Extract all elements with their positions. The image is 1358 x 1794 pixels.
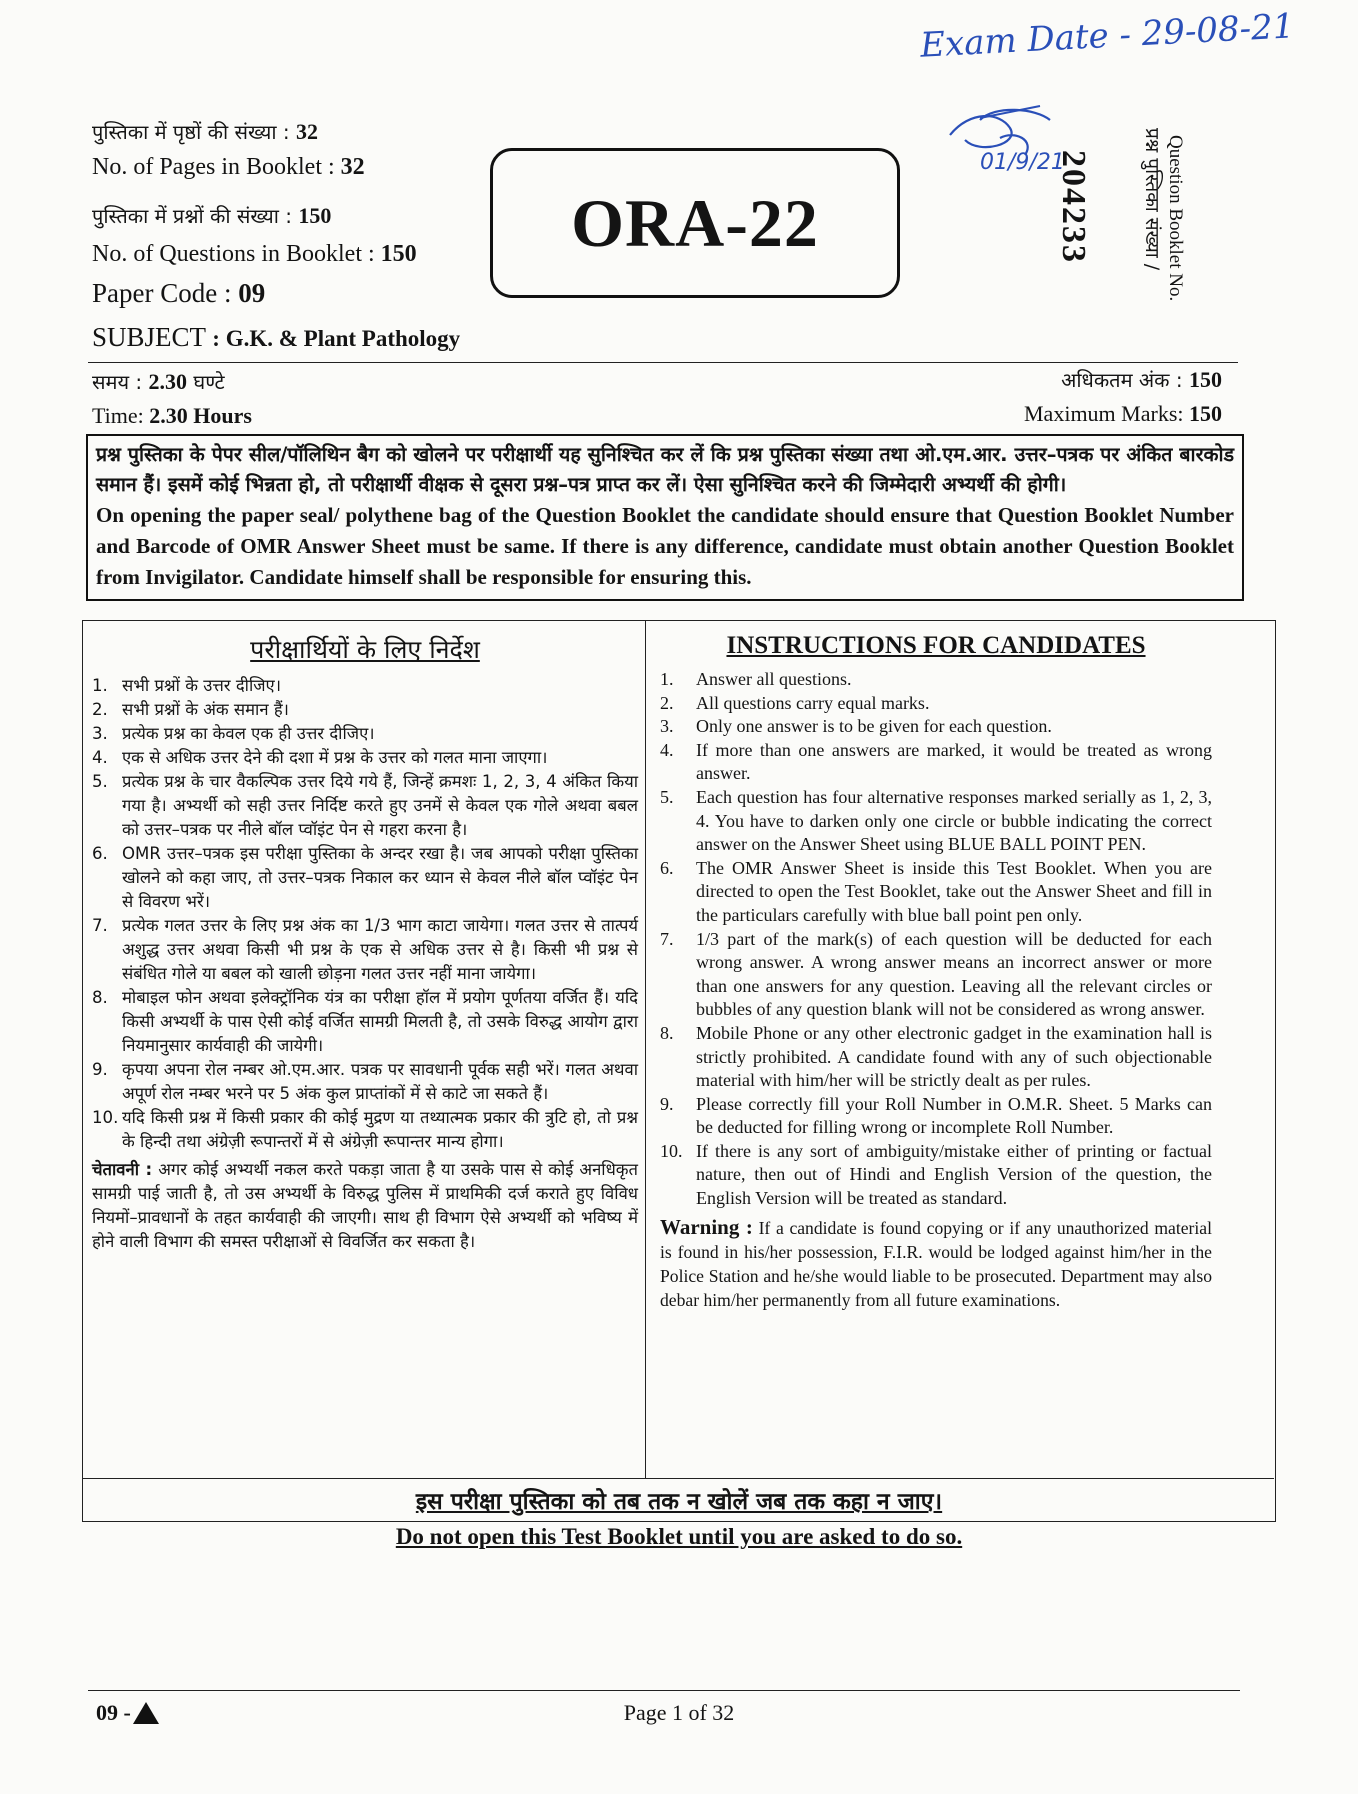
notice-text-en: On opening the paper seal/ polythene bag of the Question Booklet the candidate should ensure that Question Booklet Number and Barcode of OMR Answer Sheet must be same. If there is any difference, candidate must obtain another Question Booklet from Invigilator. Candidate himself shall be responsible for ensuring this. — [96, 503, 1234, 589]
list-item — [92, 674, 638, 698]
warning-text-en: If a candidate is found copying or if any unauthorized material is found in his/her possession, F.I.R. would be lodged against him/her in the Police Station and he/she would liable to be prosecuted. Department may also debar him/her permanently from all future examinations. — [660, 1217, 1212, 1310]
item-number: 8. — [92, 988, 108, 1007]
paper-series-code: ORA-22 — [490, 148, 900, 298]
column-divider — [645, 620, 646, 1478]
list-item — [92, 770, 638, 842]
item-number: 3. — [660, 716, 674, 737]
instructions-list-en — [660, 668, 1212, 1211]
instructions-title-hi: परीक्षार्थियों के लिए निर्देश — [250, 635, 480, 664]
item-text: Mobile Phone or any other electronic gadget in the examination hall is strictly prohibited. A candidate found with any of such objectionable material with him/her will be strictly dealt as per rules. — [696, 1022, 1212, 1091]
item-number: 9. — [660, 1093, 674, 1114]
subject-label: SUBJECT — [92, 322, 206, 352]
time-label-hi: समय : — [92, 370, 143, 394]
list-item — [92, 698, 638, 722]
item-text: All questions carry equal marks. — [696, 692, 930, 713]
list-item — [92, 746, 638, 770]
list-item — [660, 786, 1212, 857]
pages-label-en: No. of Pages in Booklet : — [92, 154, 335, 180]
instructions-hindi — [92, 632, 638, 1254]
questions-value-en: 150 — [380, 241, 417, 267]
max-marks-value-en: 150 — [1189, 401, 1222, 426]
item-number: 8. — [660, 1022, 674, 1043]
time-value-en: 2.30 Hours — [149, 403, 252, 428]
item-text: Answer all questions. — [696, 669, 852, 689]
notice-text-hi: प्रश्न पुस्तिका के पेपर सील/पॉलिथिन बैग को खोलने पर परीक्षार्थी यह सुनिश्चित कर लें कि प्रश्न पुस्तिका संख्या तथा ओ.एम.आर. उत्तर–पत्रक पर अंकित बारकोड समान हैं। इसमें कोई भिन्नता हो, तो परीक्षार्थी वीक्षक से दूसरा प्रश्न–पत्र प्राप्त कर लें। ऐसा सुनिश्चित करने की जिम्मेदारी अभ्यर्थी की होगी। — [96, 443, 1234, 496]
item-text: OMR उत्तर–पत्रक इस परीक्षा पुस्तिका के अन्दर रखा है। जब आपको परीक्षा पुस्तिका खोलने को कहा जाए, तो उत्तर–पत्रक निकाल कर ध्यान से केवल नीले बॉल प्वॉइंट पेन से विवरण भरें। — [122, 844, 638, 911]
item-text: सभी प्रश्नों के उत्तर दीजिए। — [122, 676, 282, 695]
item-number: 3. — [92, 724, 108, 743]
item-number: 4. — [92, 748, 108, 767]
item-text: यदि किसी प्रश्न में किसी प्रकार की कोई मुद्रण या तथ्यात्मक प्रकार की त्रुटि हो, तो प्रश्न के हिन्दी तथा अंग्रेज़ी रूपान्तरों में से अंग्रेज़ी रूपान्तर मान्य होगा। — [122, 1108, 638, 1151]
max-marks-line-hi — [1061, 366, 1222, 394]
paper-code-label: Paper Code : — [92, 278, 232, 308]
time-label-en: Time: — [92, 403, 144, 428]
list-item — [660, 692, 1212, 716]
paper-code-line — [92, 276, 265, 310]
booklet-number-label-hi: प्रश्न पुस्तिका संख्या / — [1141, 128, 1163, 271]
item-number: 2. — [92, 700, 108, 719]
max-marks-label-en: Maximum Marks: — [1024, 401, 1184, 426]
list-item — [660, 1022, 1212, 1093]
item-text: 1/3 part of the mark(s) of each question will be deducted for each wrong answer. A wrong answer means an incorrect answer or more than one answers for any question. Leaving all the relevant circles or bubbles of any question blank will not be considered as wrong answer. — [696, 928, 1212, 1020]
list-item — [660, 857, 1212, 928]
warning-label-en: Warning : — [660, 1214, 753, 1239]
item-text: If there is any sort of ambiguity/mistake either of printing or factual nature, then out of Hindi and English Version of the question, the English Version will be treated as standard. — [696, 1140, 1212, 1209]
instructions-english — [660, 632, 1212, 1312]
list-item — [660, 1140, 1212, 1211]
time-value-hi: 2.30 — [148, 369, 188, 394]
time-unit-hi: घण्टे — [193, 370, 225, 394]
questions-line-en — [92, 240, 417, 268]
bottom-divider — [82, 1478, 1274, 1479]
item-number: 6. — [660, 857, 674, 878]
pages-line-en — [92, 153, 365, 181]
list-item — [660, 715, 1212, 739]
handwritten-date: 01/9/21 — [980, 150, 1065, 175]
time-line-en — [92, 402, 252, 430]
pages-value-hi: 32 — [295, 119, 318, 144]
item-number: 2. — [660, 692, 674, 713]
footer-code-text: 09 - — [96, 1700, 131, 1725]
questions-line-hi — [92, 202, 331, 230]
item-number: 9. — [92, 1060, 108, 1079]
handwritten-exam-date: Exam Date - 29-08-21 — [919, 6, 1296, 66]
page-number: Page 1 of 32 — [623, 1700, 735, 1725]
item-number: 5. — [92, 772, 108, 791]
item-number: 7. — [92, 916, 108, 935]
item-number: 10. — [92, 1108, 119, 1127]
list-item — [92, 1106, 638, 1154]
instructions-title-en: INSTRUCTIONS FOR CANDIDATES — [726, 632, 1146, 659]
paper-code-value: 09 — [238, 278, 266, 308]
item-text: Only one answer is to be given for each question. — [696, 716, 1052, 737]
subject-value: : G.K. & Plant Pathology — [212, 326, 461, 351]
item-text: मोबाइल फोन अथवा इलेक्ट्रॉनिक यंत्र का परीक्षा हॉल में प्रयोग पूर्णतया वर्जित हैं। यदि किसी अभ्यर्थी के पास ऐसी कोई वर्जित सामग्री मिलती है, तो उसके विरुद्ध आयोग द्वारा नियमानुसार कार्यवाही की जायेगी। — [122, 988, 638, 1055]
list-item — [92, 842, 638, 914]
list-item — [92, 914, 638, 986]
pages-value-en: 32 — [340, 154, 365, 180]
booklet-check-notice — [86, 434, 1244, 601]
list-item — [660, 668, 1212, 692]
list-item — [660, 1093, 1212, 1140]
item-text: The OMR Answer Sheet is inside this Test Booklet. When you are directed to open the Test Booklet, take out the Answer Sheet and fill in the particulars carefully with blue ball point pen only. — [696, 857, 1212, 925]
item-number: 7. — [660, 928, 674, 949]
list-item — [660, 928, 1212, 1022]
warning-label-hi: चेतावनी : — [92, 1160, 153, 1179]
item-number: 10. — [660, 1140, 683, 1161]
footer-divider — [88, 1690, 1240, 1691]
item-text: If more than one answers are marked, it would be treated as wrong answer. — [696, 739, 1212, 784]
item-text: प्रत्येक प्रश्न का केवल एक ही उत्तर दीजिए। — [122, 724, 375, 743]
questions-label-en: No. of Questions in Booklet : — [92, 241, 375, 267]
questions-value-hi: 150 — [298, 203, 332, 228]
item-number: 1. — [660, 669, 674, 689]
list-item — [92, 986, 638, 1058]
warning-text-hi: अगर कोई अभ्यर्थी नकल करते पकड़ा जाता है या उसके पास से कोई अनधिकृत सामग्री पाई जाती है, तो उस अभ्यर्थी के विरुद्ध पुलिस में प्राथमिकी दर्ज कराते हुए विविध नियमों–प्रावधानों के तहत कार्यवाही की जाएगी। साथ ही विभाग ऐसे अभ्यर्थी को भविष्य में होने वाली विभाग की समस्त परीक्षाओं से विवर्जित कर सकता है। — [92, 1160, 638, 1251]
item-text: सभी प्रश्नों के अंक समान हैं। — [122, 700, 289, 719]
item-number: 4. — [660, 739, 674, 760]
item-text: कृपया अपना रोल नम्बर ओ.एम.आर. पत्रक पर सावधानी पूर्वक सही भरें। गलत अथवा अपूर्ण रोल नम्बर भरने पर 5 अंक कुल प्राप्तांकों में से काटे जा सकते हैं। — [122, 1060, 638, 1103]
do-not-open-hi: इस परीक्षा पुस्तिका को तब तक न खोलें जब तक कहा न जाए। — [415, 1489, 943, 1515]
pages-line-hi — [92, 118, 318, 146]
item-number: 1. — [92, 676, 108, 695]
item-text: Please correctly fill your Roll Number in O.M.R. Sheet. 5 Marks can be deducted for filling wrong or incomplete Roll Number. — [696, 1093, 1212, 1138]
item-text: एक से अधिक उत्तर देने की दशा में प्रश्न के उत्तर को गलत माना जाएगा। — [122, 748, 548, 767]
item-text: Each question has four alternative responses marked serially as 1, 2, 3, 4. You have to darken only one circle or bubble indicating the correct answer on the Answer Sheet using BLUE BALL POINT PEN. — [696, 786, 1212, 855]
do-not-open-en: Do not open this Test Booklet until you are asked to do so. — [395, 1524, 963, 1549]
warning-hi — [92, 1158, 638, 1254]
list-item — [92, 722, 638, 746]
item-number: 6. — [92, 844, 108, 863]
warning-en — [660, 1215, 1212, 1312]
list-item — [92, 1058, 638, 1106]
max-marks-label-hi: अधिकतम अंक : — [1061, 368, 1183, 392]
instructions-list-hi — [92, 674, 638, 1154]
questions-label-hi: पुस्तिका में प्रश्नों की संख्या : — [92, 204, 292, 228]
item-text: प्रत्येक प्रश्न के चार वैकल्पिक उत्तर दिये गये हैं, जिन्हें क्रमशः 1, 2, 3, 4 अंकित किया गया है। अभ्यर्थी को सही उत्तर निर्दिष्ट करते हुए उनमें से केवल एक गोले अथवा बबल को उत्तर–पत्रक पर नीले बॉल प्वॉइंट पेन से गहरा करना है। — [122, 772, 638, 839]
booklet-number: 204233 — [1055, 150, 1092, 264]
max-marks-line-en — [1024, 400, 1222, 428]
max-marks-value-hi: 150 — [1189, 367, 1222, 392]
item-number: 5. — [660, 786, 674, 807]
booklet-number-label-en: Question Booklet No. — [1165, 135, 1186, 302]
subject-line — [92, 320, 460, 356]
header-divider — [88, 362, 1238, 363]
pages-label-hi: पुस्तिका में पृष्ठों की संख्या : — [92, 120, 290, 144]
time-line-hi — [92, 368, 225, 396]
list-item — [660, 739, 1212, 786]
item-text: प्रत्येक गलत उत्तर के लिए प्रश्न अंक का 1/3 भाग काटा जायेगा। गलत उत्तर से तात्पर्य अशुद्ध उत्तर अथवा किसी भी प्रश्न के एक से अधिक उत्तर से है। किसी भी प्रश्न से संबंधित गोले या बबल को खाली छोड़ना गलत उत्तर नहीं माना जायेगा। — [122, 916, 638, 983]
